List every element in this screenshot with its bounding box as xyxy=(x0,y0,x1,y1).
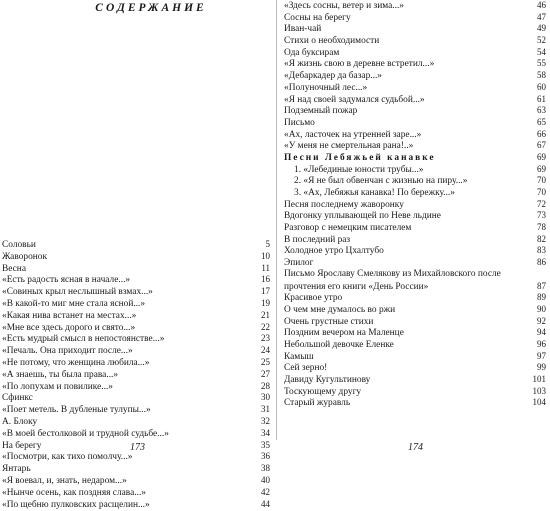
toc-entry-page: 49 xyxy=(537,23,546,34)
toc-entry-page: 94 xyxy=(537,327,546,338)
toc-entry xyxy=(2,239,270,251)
toc-entry xyxy=(284,0,546,12)
toc-entry-page: 72 xyxy=(537,198,546,209)
toc-entry xyxy=(284,129,546,141)
toc-entry xyxy=(284,82,546,94)
toc-entry-page: 86 xyxy=(537,257,546,268)
toc-entry-page: 87 xyxy=(537,280,546,291)
toc-entry-page: 66 xyxy=(537,128,546,139)
toc-entry-page: 101 xyxy=(532,374,546,384)
toc-entry-page: 21 xyxy=(261,309,270,320)
toc-entry-page: 25 xyxy=(261,356,270,367)
toc-entry-title: А. Блоку xyxy=(2,416,38,427)
toc-entry xyxy=(2,286,270,298)
toc-list-right xyxy=(284,0,546,409)
toc-entry xyxy=(284,316,546,328)
toc-entry-page: 67 xyxy=(537,140,546,151)
toc-entry-title: Очень грустные стихи xyxy=(284,316,374,327)
toc-entry-page: 52 xyxy=(537,35,546,46)
toc-entry xyxy=(2,428,270,440)
toc-entry xyxy=(284,257,546,269)
toc-entry-title: «Здесь сосны, ветер и зима...» xyxy=(284,1,404,11)
toc-entry-title: «А знаешь, ты была права...» xyxy=(2,369,119,380)
toc-entry-page: 54 xyxy=(537,46,546,57)
toc-entry-page: 23 xyxy=(261,333,270,344)
toc-entry-page: 32 xyxy=(261,415,270,426)
toc-entry xyxy=(284,374,546,386)
toc-entry-page: 61 xyxy=(537,93,546,104)
toc-entry-title: Давиду Кугультинову xyxy=(284,375,371,385)
toc-entry-title: Песни Лебяжьей канавке xyxy=(284,152,436,163)
toc-entry xyxy=(284,164,546,176)
right-page xyxy=(281,0,550,455)
toc-entry-page: 31 xyxy=(261,404,270,415)
toc-entry xyxy=(284,117,546,129)
toc-entry xyxy=(284,152,546,164)
toc-entry-title: «Я воевал, и, знать, недаром...» xyxy=(2,475,127,486)
toc-entry xyxy=(284,35,546,47)
toc-entry xyxy=(2,475,270,487)
toc-entry-title: «По лопухам и повилике...» xyxy=(2,381,113,392)
toc-entry-title: «Не потому, что женщина любила...» xyxy=(2,357,150,368)
toc-entry xyxy=(284,281,546,293)
toc-entry-page: 103 xyxy=(532,385,546,396)
toc-entry-page: 27 xyxy=(261,368,270,379)
toc-entry-title: «Посмотри, как тихо помолчу...» xyxy=(2,452,133,463)
toc-entry xyxy=(284,234,546,246)
toc-entry xyxy=(284,58,546,70)
toc-entry-title: Подземный пожар xyxy=(284,106,358,117)
toc-entry xyxy=(2,392,270,404)
toc-entry-page: 99 xyxy=(537,362,546,373)
toc-entry-title: прочтения его книги «День России» xyxy=(284,281,429,292)
toc-entry-title: Янтарь xyxy=(2,464,31,475)
toc-entry-title: Разговор с немецким писателем xyxy=(284,223,412,234)
toc-entry xyxy=(284,269,546,281)
toc-entry xyxy=(2,333,270,345)
toc-entry-title: «У меня не смертельная рана!..» xyxy=(284,141,414,152)
toc-entry-title: Камыш xyxy=(284,351,314,362)
toc-entry-title: «Я над своей задумался судьбой...» xyxy=(284,94,425,105)
toc-entry-title: «Нынче осень, как поздняя слава...» xyxy=(2,487,146,498)
toc-entry-page: 35 xyxy=(261,439,270,450)
toc-entry xyxy=(2,381,270,393)
toc-entry xyxy=(284,105,546,117)
toc-entry-page: 16 xyxy=(261,274,270,285)
toc-entry-title: Сей зерно! xyxy=(284,363,328,374)
toc-entry xyxy=(284,140,546,152)
toc-entry xyxy=(284,23,546,35)
toc-entry xyxy=(2,463,270,475)
toc-entry xyxy=(2,451,270,463)
toc-entry-title: 3. «Ах, Лебяжья канавка! По бережку...» xyxy=(294,188,455,198)
toc-entry xyxy=(284,175,546,187)
toc-entry-title: «Какая нива встанет на местах...» xyxy=(2,310,137,321)
toc-entry xyxy=(2,251,270,263)
toc-entry-page: 83 xyxy=(537,245,546,256)
toc-entry-page: 11 xyxy=(261,262,270,273)
toc-entry xyxy=(284,245,546,257)
toc-entry-title: Соловьи xyxy=(2,240,36,250)
toc-entry xyxy=(2,274,270,286)
toc-entry xyxy=(2,310,270,322)
toc-entry-page: 22 xyxy=(261,321,270,332)
toc-entry-page: 46 xyxy=(537,0,546,10)
toc-entry-page: 82 xyxy=(537,233,546,244)
toc-entry-page: 44 xyxy=(261,498,270,509)
toc-entry-title: Холодное утро Цхалтубо xyxy=(284,246,384,257)
toc-entry-page: 55 xyxy=(537,58,546,69)
toc-entry-title: «Полуночный лес...» xyxy=(284,82,368,93)
toc-entry-page: 34 xyxy=(261,427,270,438)
toc-entry-title: Вдогонку уплывающей по Неве льдине xyxy=(284,211,441,222)
toc-entry xyxy=(284,339,546,351)
toc-entry-title: «Печаль. Она приходит после...» xyxy=(2,346,133,357)
toc-entry-page: 97 xyxy=(537,350,546,361)
page-number-left: 173 xyxy=(130,442,145,453)
toc-entry-page: 42 xyxy=(261,486,270,497)
toc-entry-title: Весна xyxy=(2,263,26,274)
toc-entry-title: «Дебаркадер да базар...» xyxy=(284,71,382,82)
toc-entry-title: Письмо xyxy=(284,117,315,128)
toc-entry xyxy=(2,404,270,416)
page-divider xyxy=(276,0,277,440)
left-page xyxy=(0,0,275,510)
toc-entry-page: 73 xyxy=(537,210,546,221)
toc-entry-title: Стихи о необходимости xyxy=(284,36,380,47)
toc-entry-page: 19 xyxy=(261,297,270,308)
toc-entry-page: 17 xyxy=(261,286,270,297)
toc-entry xyxy=(284,304,546,316)
toc-entry-title: Сосны на берегу xyxy=(284,12,351,23)
toc-entry xyxy=(284,187,546,199)
toc-entry-page: 5 xyxy=(265,239,270,249)
toc-entry-title: Эпилог xyxy=(284,258,314,269)
toc-entry xyxy=(284,70,546,82)
toc-entry-page: 69 xyxy=(537,151,546,162)
toc-entry-title: Песня последнему жаворонку xyxy=(284,199,404,210)
toc-entry-page: 104 xyxy=(532,397,546,408)
toc-entry-page: 28 xyxy=(261,380,270,391)
toc-entry-title: «Мне все здесь дорого и свято...» xyxy=(2,322,136,333)
toc-entry-title: Иван-чай xyxy=(284,24,322,35)
toc-entry-page: 36 xyxy=(261,451,270,462)
toc-entry-title: «В какой-то миг мне стала ясной...» xyxy=(2,298,146,309)
toc-entry xyxy=(2,357,270,369)
toc-entry-page: 60 xyxy=(537,81,546,92)
toc-entry xyxy=(2,345,270,357)
toc-entry-page: 10 xyxy=(261,250,270,261)
toc-entry-title: «Ах, ласточек на утренней заре...» xyxy=(284,129,422,140)
toc-entry-page: 70 xyxy=(537,187,546,197)
toc-entry xyxy=(284,222,546,234)
toc-entry-title: Сфинкс xyxy=(2,393,33,404)
toc-entry-title: Небольшой девочке Еленке xyxy=(284,339,394,350)
toc-entry-page: 70 xyxy=(537,175,546,186)
blank-space xyxy=(2,16,270,239)
toc-entry xyxy=(284,397,546,409)
toc-entry-page: 96 xyxy=(537,338,546,349)
toc-entry-title: Тоскующему другу xyxy=(284,386,362,397)
toc-entry-title: «По щебню пулковских расщелин...» xyxy=(2,499,150,510)
toc-entry xyxy=(284,199,546,211)
toc-entry xyxy=(2,322,270,334)
page-number-right: 174 xyxy=(408,442,423,453)
toc-entry-page: 89 xyxy=(537,292,546,303)
toc-entry-title: «Есть мудрый смысл в непостоянстве...» xyxy=(2,334,165,345)
toc-entry-title: «Поет метель. В дубленые тулупы...» xyxy=(2,405,151,416)
toc-entry-title: О чем мне думалось во ржи xyxy=(284,304,396,315)
toc-entry xyxy=(2,263,270,275)
toc-entry-page: 78 xyxy=(537,222,546,233)
toc-entry-title: «Есть радость ясная в начале...» xyxy=(2,275,131,286)
toc-entry-title: Жаворонок xyxy=(2,251,48,262)
toc-entry xyxy=(284,210,546,222)
contents-heading: СОДЕРЖАНИЕ xyxy=(95,2,207,14)
toc-entry xyxy=(284,292,546,304)
toc-entry xyxy=(2,487,270,499)
toc-entry xyxy=(284,94,546,106)
toc-entry-title: «В моей бестолковой и трудной судьбе...» xyxy=(2,428,169,439)
toc-entry-title: Старый журавль xyxy=(284,398,351,409)
toc-entry-page: 40 xyxy=(261,474,270,485)
toc-entry xyxy=(284,327,546,339)
toc-entry-page: 69 xyxy=(537,163,546,174)
toc-entry xyxy=(284,12,546,24)
toc-entry xyxy=(2,499,270,511)
toc-entry-title: «Совиных крыл неслышный взмах...» xyxy=(2,287,153,298)
toc-entry-page: 65 xyxy=(537,116,546,127)
toc-entry-page: 92 xyxy=(537,315,546,326)
toc-entry xyxy=(2,298,270,310)
toc-list-left xyxy=(2,239,270,510)
toc-entry-page: 58 xyxy=(537,70,546,81)
toc-entry-title: Ода буксирам xyxy=(284,47,340,58)
toc-entry-title: Поздним вечером на Маленце xyxy=(284,328,404,339)
toc-entry xyxy=(284,362,546,374)
toc-entry-page: 38 xyxy=(261,463,270,474)
toc-entry xyxy=(284,351,546,363)
toc-entry xyxy=(2,369,270,381)
toc-entry-title: «Я жизнь свою в деревне встретил...» xyxy=(284,59,435,70)
toc-entry xyxy=(284,386,546,398)
toc-entry-page: 47 xyxy=(537,11,546,22)
toc-entry-title: Письмо Ярославу Смелякову из Михайловского после xyxy=(284,268,501,279)
toc-entry-title: 1. «Лебединые юности трубы...» xyxy=(294,164,424,175)
toc-entry-page: 24 xyxy=(261,345,270,356)
toc-entry-title: Красивое утро xyxy=(284,293,343,304)
toc-entry-page: 90 xyxy=(537,303,546,314)
toc-entry xyxy=(284,47,546,59)
toc-entry-title: На берегу xyxy=(2,440,42,451)
toc-entry-page: 30 xyxy=(261,392,270,403)
toc-entry xyxy=(2,416,270,428)
toc-entry-page: 63 xyxy=(537,105,546,116)
toc-entry-title: 2. «Я не был обвенчан с жизнью на пиру...» xyxy=(294,176,468,187)
toc-entry-title: В последний раз xyxy=(284,234,351,245)
